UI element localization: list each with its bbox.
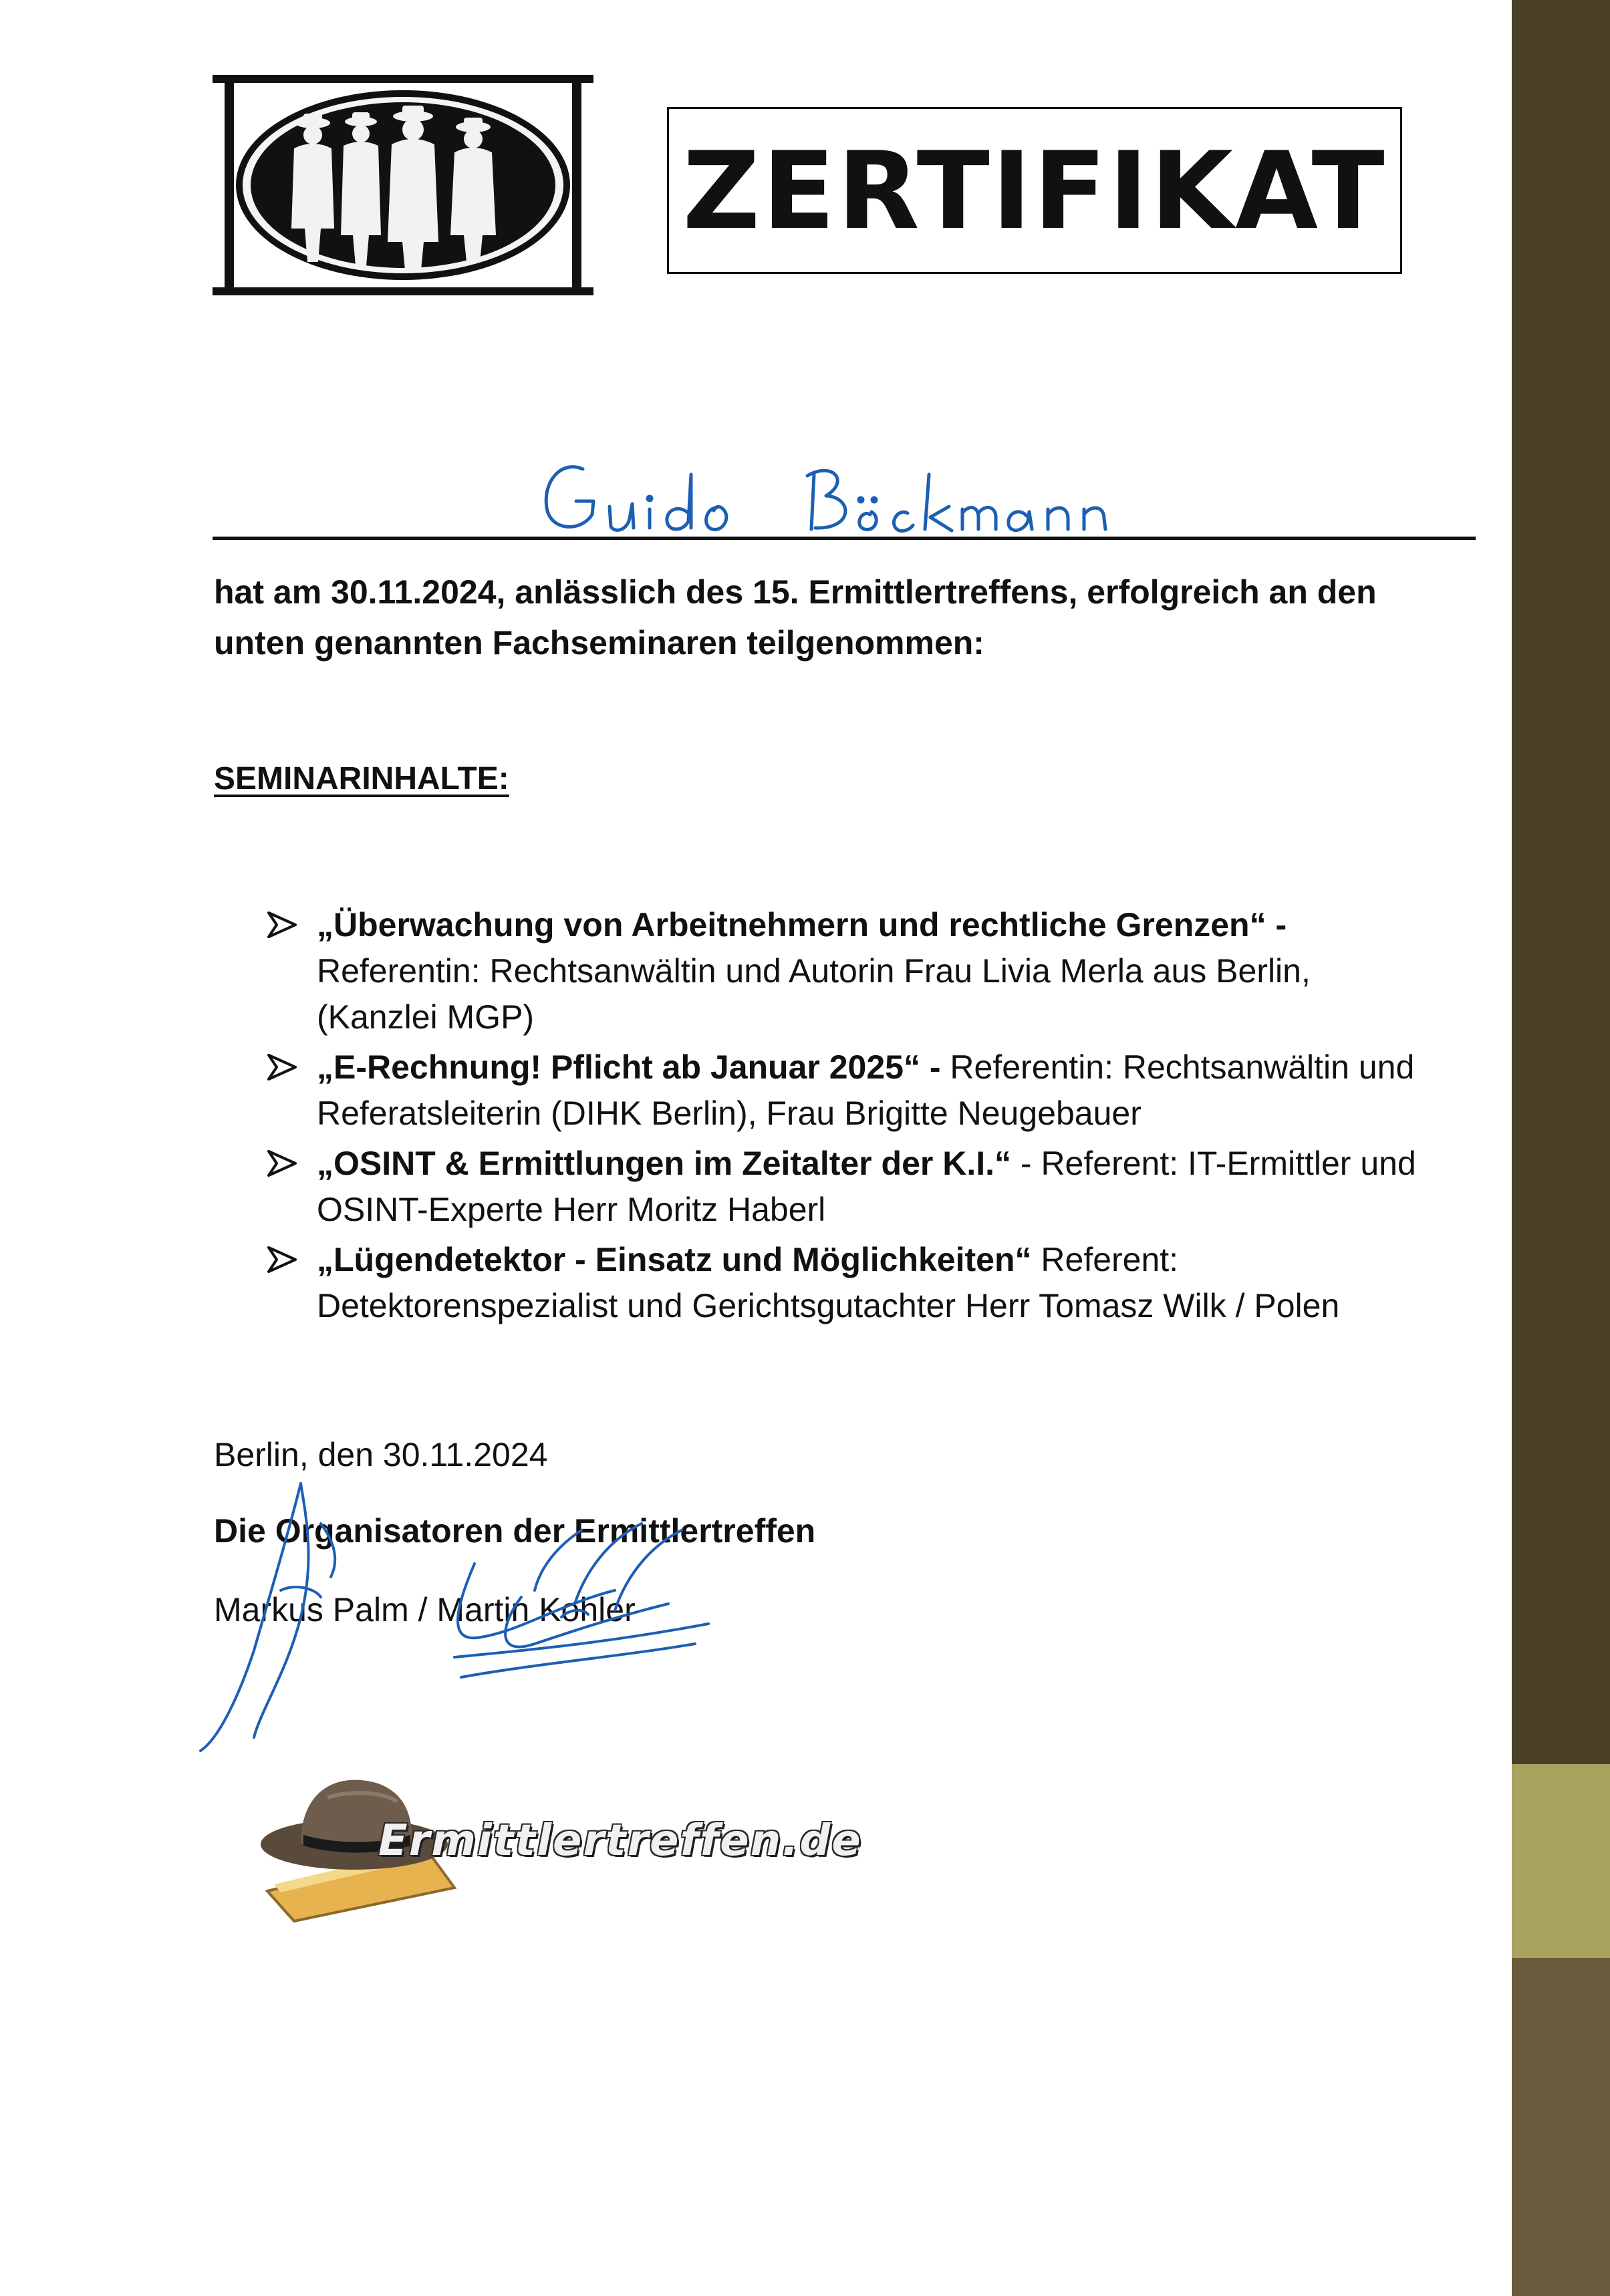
- seminar-item: [267, 1044, 1504, 1137]
- scan-edge-brown-band: [1512, 1958, 1610, 2296]
- seminar-speaker-extra: Referatsleiterin (DIHK Berlin), Frau Brigitte Neugebauer: [317, 1095, 1142, 1132]
- seminar-speaker-extra: Detektorenspezialist und Gerichtsgutachter Herr Tomasz Wilk / Polen: [317, 1287, 1340, 1324]
- seminar-speaker: - Referent: IT-Ermittler und: [1011, 1145, 1416, 1182]
- intro-line-2: unten genannten Fachseminaren teilgenommen:: [214, 624, 984, 662]
- arrow-bullet-icon: [267, 1150, 297, 1177]
- seminar-title: „Überwachung von Arbeitnehmern und rechtliche Grenzen“ -: [317, 906, 1287, 944]
- seminar-list: [267, 902, 1504, 1333]
- seminar-heading: SEMINARINHALTE:: [214, 761, 509, 797]
- recipient-name-handwriting: [535, 434, 1150, 548]
- seminar-speaker: Referentin: Rechtsanwältin und: [940, 1048, 1415, 1086]
- seminar-title: „OSINT & Ermittlungen im Zeitalter der K.I.“: [317, 1145, 1012, 1182]
- scan-edge-olive-band: [1512, 1764, 1610, 1958]
- intro-text: [214, 567, 1484, 668]
- seminar-speaker: Referent:: [1031, 1241, 1179, 1278]
- intro-line-1: hat am 30.11.2024, anlässlich des 15. Ermittlertreffens, erfolgreich an den: [214, 573, 1377, 611]
- seminar-title: „Lügendetektor - Einsatz und Möglichkeiten“: [317, 1241, 1032, 1278]
- organizer-signatures: [187, 1457, 789, 1764]
- arrow-bullet-icon: [267, 1054, 297, 1081]
- name-underline: [213, 537, 1476, 540]
- seminar-item: [267, 1141, 1504, 1233]
- seminar-item: [267, 902, 1504, 1040]
- scan-edge-strip: [1512, 0, 1610, 2296]
- seminar-speaker: Referentin: Rechtsanwältin und Autorin Frau Livia Merla aus Berlin,: [317, 952, 1311, 990]
- certificate-title: ZERTIFIKAT: [682, 128, 1387, 253]
- footer-logo-text: Ermittlertreffen.de: [378, 1816, 862, 1866]
- seminar-title: „E-Rechnung! Pflicht ab Januar 2025“ -: [317, 1048, 941, 1086]
- organizers-names: Markus Palm / Martin Kohler: [214, 1591, 636, 1628]
- seminar-speaker-extra: OSINT-Experte Herr Moritz Haberl: [317, 1191, 826, 1228]
- organizers-heading: Die Organisatoren der Ermittlertreffen: [214, 1512, 816, 1550]
- detectives-silhouette-logo-icon: [213, 75, 593, 295]
- certificate-title-box: [667, 107, 1402, 274]
- place-date: Berlin, den 30.11.2024: [214, 1436, 548, 1473]
- arrow-bullet-icon: [267, 1246, 297, 1273]
- arrow-bullet-icon: [267, 911, 297, 938]
- seminar-item: [267, 1237, 1504, 1329]
- seminar-speaker-extra: (Kanzlei MGP): [317, 998, 535, 1036]
